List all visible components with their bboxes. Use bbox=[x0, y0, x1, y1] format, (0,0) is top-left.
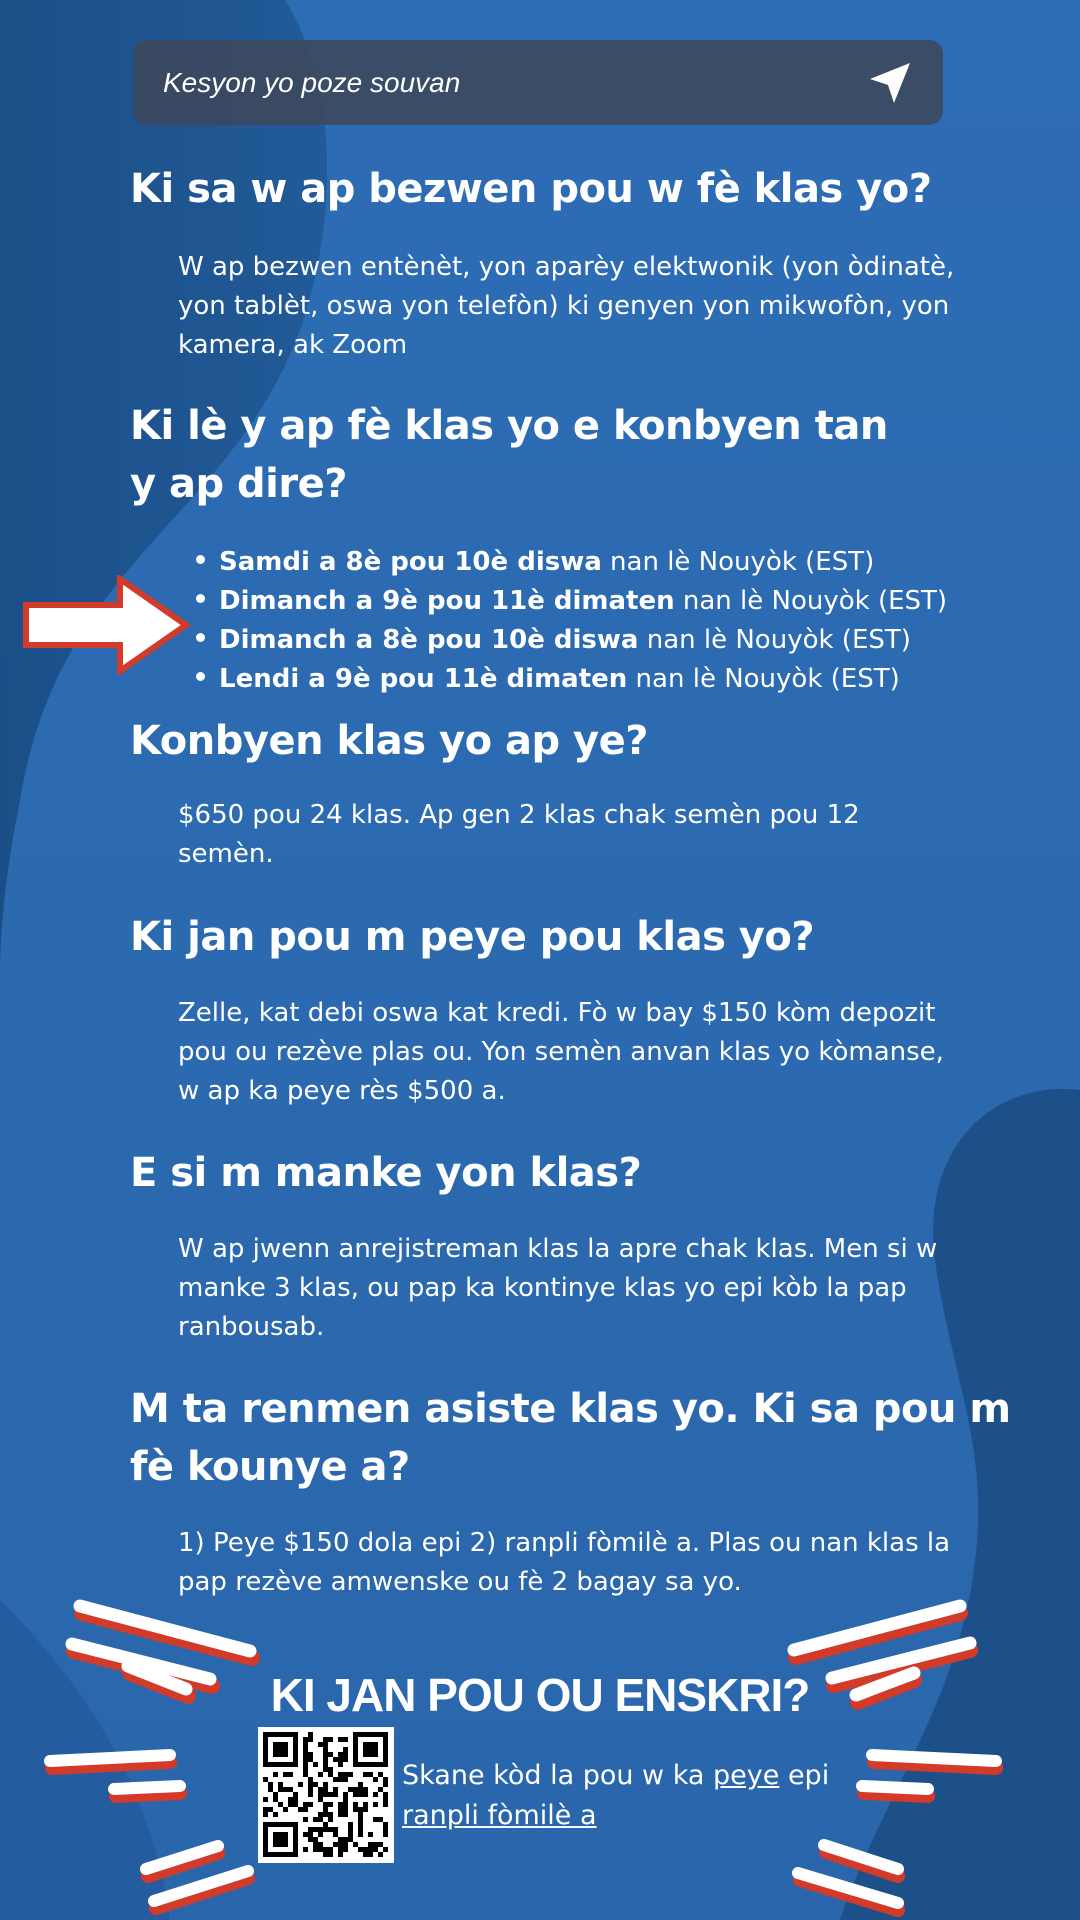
schedule-item: Dimanch a 9è pou 11è dimaten nan lè Nouyòk (EST) bbox=[196, 582, 947, 621]
schedule-item: Samdi a 8è pou 10è diswa nan lè Nouyòk (EST) bbox=[196, 543, 947, 582]
schedule-item: Lendi a 9è pou 11è dimaten nan lè Nouyòk (EST) bbox=[196, 660, 947, 699]
faq-question-6-line2: fè kounye a? bbox=[130, 1444, 410, 1490]
faq-question-3: Konbyen klas yo ap ye? bbox=[130, 718, 648, 764]
faq-answer-6: 1) Peye $150 dola epi 2) ranpli fòmilè a. Plas ou nan klas la pap rezève amwenske ou fè 2 bagay sa yo. bbox=[178, 1528, 951, 1597]
pay-link[interactable]: peye bbox=[713, 1760, 780, 1791]
faq-answer-5: W ap jwenn anrejistreman klas la apre chak klas. Men si w manke 3 klas, ou pap ka kontinye klas yo epi kòb la pap ranbousab. bbox=[178, 1234, 938, 1342]
faq-question-1: Ki sa w ap bezwen pou w fè klas yo? bbox=[130, 166, 932, 212]
faq-question-2-line1: Ki lè y ap fè klas yo e konbyen tan bbox=[130, 403, 888, 449]
signup-title: KI JAN POU OU ENSKRI? bbox=[270, 1669, 810, 1721]
schedule-item: Dimanch a 8è pou 10è diswa nan lè Nouyòk (EST) bbox=[196, 621, 947, 660]
faq-question-4: Ki jan pou m peye pou klas yo? bbox=[130, 914, 815, 960]
form-link[interactable]: ranpli fòmilè a bbox=[402, 1800, 597, 1831]
qr-caption: Skane kòd la pou w ka peye epi ranpli fòmilè a bbox=[402, 1760, 830, 1831]
faq-question-2-line2: y ap dire? bbox=[130, 461, 347, 507]
faq-answer-3: $650 pou 24 klas. Ap gen 2 klas chak semèn pou 12 semèn. bbox=[178, 800, 860, 869]
faq-answer-4: Zelle, kat debi oswa kat kredi. Fò w bay $150 kòm depozit pou ou rezève plas ou. Yon semèn anvan klas yo kòmanse, w ap ka peye rès $500 a. bbox=[178, 998, 944, 1106]
search-placeholder: Kesyon yo poze souvan bbox=[163, 66, 461, 98]
faq-answer-1: W ap bezwen entènèt, yon aparèy elektwonik (yon òdinatè, yon tablèt, oswa yon telefòn) ki genyen yon mikwofòn, yon kamera, ak Zoom bbox=[178, 252, 955, 360]
faq-question-6-line1: M ta renmen asiste klas yo. Ki sa pou m bbox=[130, 1386, 1011, 1432]
qr-code[interactable] bbox=[258, 1727, 394, 1863]
faq-question-5: E si m manke yon klas? bbox=[130, 1150, 642, 1196]
